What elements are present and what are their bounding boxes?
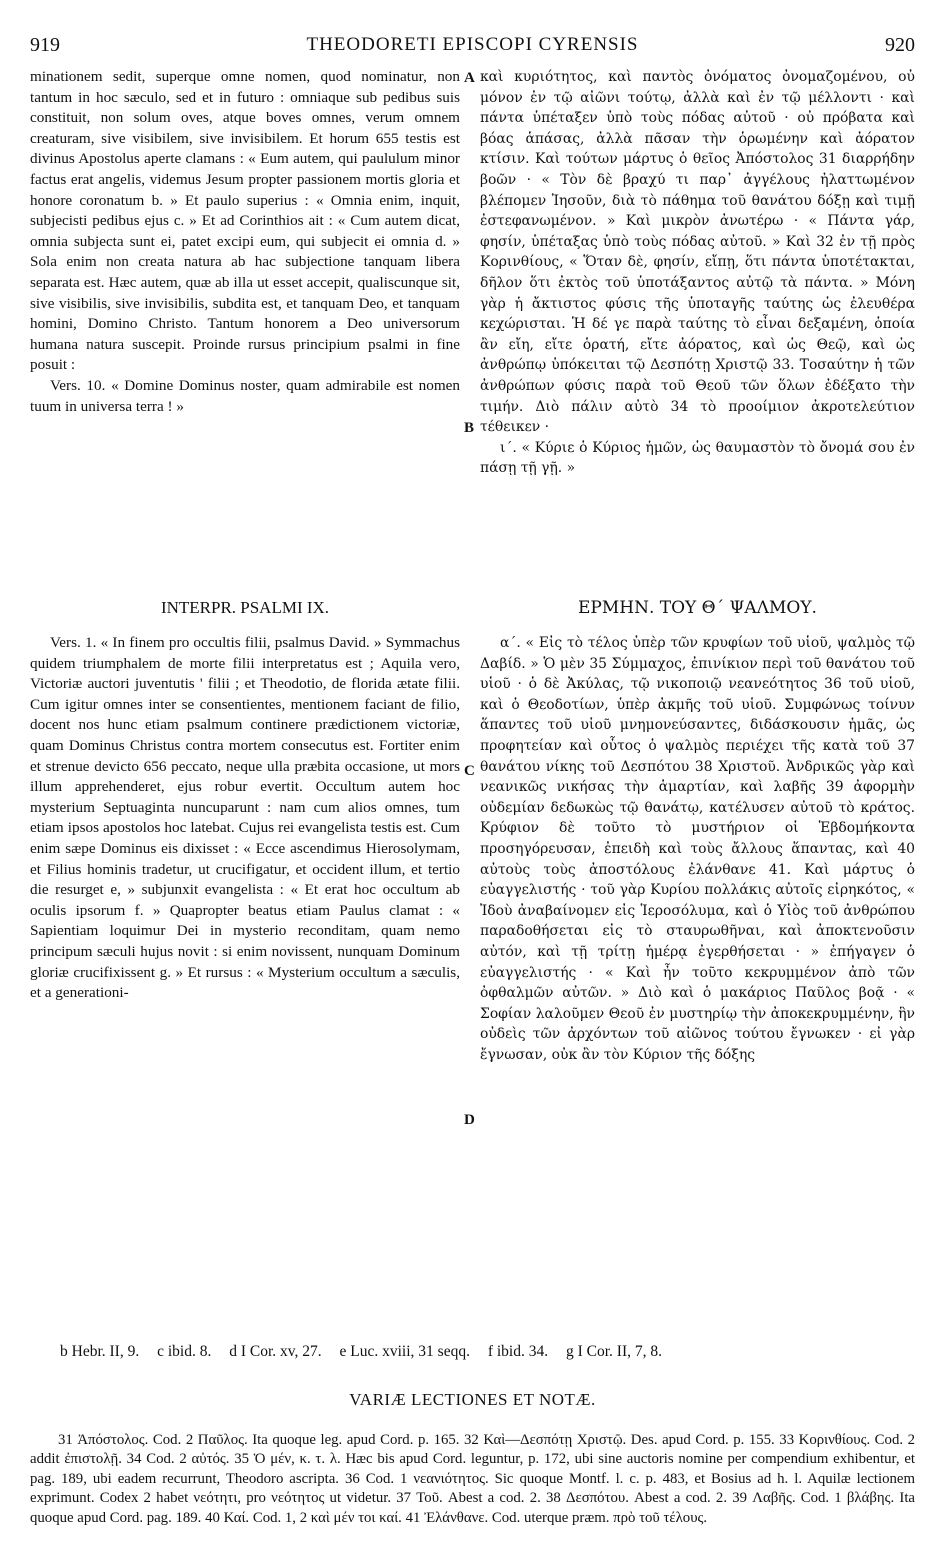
greek-column-bottom xyxy=(480,633,915,1065)
running-title: THEODORETI EPISCOPI CYRENSIS xyxy=(306,34,639,55)
greek-paragraph: καὶ κυριότητος, καὶ παντὸς ὀνόματος ὀνομαζομένου, οὐ μόνον ἐν τῷ αἰῶνι τούτῳ, ἀλλὰ καὶ ἐν τῷ μέλλοντι · καὶ πάντα ὑπέταξεν ὑπὸ τοὺς πόδας αὐτοῦ · οὐ πρόβατα καὶ βόας ἁπάσας, ἀλλὰ πᾶσαν τὴν ὁρωμένην καὶ ἀόρατον κτίσιν. Καὶ τούτων μάρτυς ὁ θεῖος Ἀπόστολος 31 διαρρήδην βοῶν · « Τὸν δὲ βραχύ τι παρ᾽ ἀγγέλους ἠλαττωμένον βλέπομεν Ἰησοῦν, διὰ τὸ πάθημα τοῦ θανάτου δόξῃ καὶ τιμῇ ἐστεφανωμένον. » Καὶ μικρὸν ἀνωτέρω · « Πάντα γάρ, φησίν, ὑπέταξας ὑπὸ τοὺς πόδας αὐτοῦ. » Καὶ 32 ἐν τῇ πρὸς Κορινθίους, « Ὅταν δὲ, φησίν, εἴπῃ, ὅτι πάντα ὑποτέτακται, δῆλον ὅτι ἐκτὸς τοῦ ὑποτάξαντος αὐτῷ τὰ πάντα. » Μόνη γὰρ ἡ ἄκτιστος φύσις τῆς ὑποταγῆς ταύτης ὡς ἐλευθέρα κεχώρισται. Ἡ δέ γε παρὰ ταύτης τὸ εἶναι δεξαμένη, ὁποία ἂν εἴη, εἴτε ὁρατή, εἴτε ἀόρατος, καὶ ὡς Θεῷ, καὶ ὡς ἀνθρώπῳ ὑπόκειται τῷ Δεσπότῃ Χριστῷ 33. Τοσαύτην ἡ τῶν ἀνθρώπων φύσις παρὰ τοῦ Θεοῦ τῶν ὅλων ἐδέξατο τὴν τιμήν. Διὸ πάλιν αὐτὸ 34 τὸ προοίμιον ἀκροτελεύτιον τέθεικεν · xyxy=(480,69,915,436)
margin-letter-c: C xyxy=(464,763,475,779)
variant-readings-notes xyxy=(30,1431,915,1528)
latin-section-heading: INTERPR. PSALMI IX. xyxy=(160,598,330,617)
greek-column-top xyxy=(480,67,915,479)
left-page-number: 919 xyxy=(30,34,60,56)
margin-letter-d: D xyxy=(464,1112,475,1128)
footnote-references xyxy=(60,1343,915,1361)
notes-text: 31 Ἀπόστολος. Cod. 2 Παῦλος. Ita quoque leg. apud Cord. p. 165. 32 Καὶ—Δεσπότῃ Χριστῷ. Des. apud Cord. p. 155. 33 Κορινθίους. Cod. 2 addit ἐπιστολῇ. 34 Cod. 2 αὐτός. 35 Ὁ μέν, κ. τ. λ. Hæc bis apud Cord. leguntur, p. 172, ubi sine auctoris nomine per compendium exhibentur, et pag. 189, ubi eadem recurrunt, Theodoro ascripta. 36 Cod. 1 νεανιότητος. Sic quoque Montf. l. c. p. 483, et Bosius ad h. l. Aquilæ lectionem exprimunt. Codex 2 habet νεότητι, pro νεότητος ut videtur. 37 Τοῦ. Abest a cod. 2. 38 Δεσπότου. Abest a cod. 2. 39 Λαβῆς. Cod. 1 βλάβης. Ita quoque apud Cord. pag. 189. 40 Καί. Cod. 1, 2 καὶ μέν τοι καί. 41 Ἐλάνθανε. Cod. uterque præm. πρὸ τοῦ τέλους. xyxy=(30,1432,915,1526)
footnote-ref: g I Cor. II, 7, 8. xyxy=(565,1343,662,1360)
footnote-ref: c ibid. 8. xyxy=(157,1343,212,1360)
greek-commentary: α΄. « Εἰς τὸ τέλος ὑπὲρ τῶν κρυφίων τοῦ υἱοῦ, ψαλμὸς τῷ Δαβίδ. » Ὁ μὲν 35 Σύμμαχος, ἐπινίκιον περὶ τοῦ θανάτου τοῦ υἱοῦ · ὁ δὲ Ἀκύλας, τῷ νικοποιῷ νεανεότητος 36 τοῦ υἱοῦ, καὶ ὁ Θεοδοτίων, ὑπὲρ ἀκμῆς τοῦ υἱοῦ. Συμφώνως τοίνυν ἅπαντες τοῦ υἱοῦ μνημονεύσαντες, διδάσκουσιν ἡμᾶς, ὡς προφητείαν καὶ οὗτος ὁ ψαλμὸς περιέχει τῆς κατὰ τοῦ 37 θανάτου νίκης τοῦ Δεσπότου 38 Χριστοῦ. Ἀνδρικῶς γὰρ καὶ νεανικῶς νικήσας τὴν ἁμαρτίαν, καὶ λαβῆς 39 ἀφορμὴν οὐδεμίαν δεδωκὼς τῷ θανάτῳ, κατέλυσεν αὐτοῦ τὸ κράτος. Κρύφιον δὲ τοῦτο τὸ μυστήριον οἱ Ἑβδομήκοντα προσηγόρευσαν, ἐπειδὴ καὶ τοὺς ἄλλους ἅπαντας, καὶ 40 αὐτοὺς τοὺς ἀποστόλους ἐλάνθανε 41. Καὶ μάρτυς ὁ εὐαγγελιστής · τοῦ γὰρ Κυρίου πολλάκις αὐτοῖς εἰρηκότος, « Ἰδοὺ ἀναβαίνομεν εἰς Ἱεροσόλυμα, καὶ ὁ Υἱὸς τοῦ ἀνθρώπου παραδοθήσεται εἰς τὸ σταυρωθῆναι, καὶ ἀποκτενοῦσιν αὐτόν, καὶ τῇ τρίτῃ ἡμέρᾳ ἐγερθήσεται · » ἐπήγαγεν ὁ εὐαγγελιστής · « Καὶ ἦν τοῦτο κεκρυμμένον ἀπὸ τῶν ὀφθαλμῶν αὐτῶν. » Διὸ καὶ ὁ μακάριος Παῦλος βοᾷ · « Σοφίαν λαλοῦμεν Θεοῦ ἐν μυστηρίῳ τὴν ἀποκεκρυμμένην, ἣν οὐδεὶς τῶν ἀρχόντων τοῦ αἰῶνος τούτου ἔγνωκεν · εἰ γὰρ ἔγνωσαν, οὐκ ἂν τὸν Κύριον τῆς δόξης xyxy=(480,635,915,1063)
latin-verse-10: Vers. 10. « Domine Dominus noster, quam admirabile est nomen tuum in universa terra ! » xyxy=(30,376,460,415)
greek-section-heading: ΕΡΜΗΝ. ΤΟΥ Θ΄ ΨΑΛΜΟΥ. xyxy=(578,598,817,618)
greek-verse-10: ι΄. « Κύριε ὁ Κύριος ἡμῶν, ὡς θαυμαστὸν τὸ ὄνομά σου ἐν πάσῃ τῇ γῇ. » xyxy=(480,439,915,477)
latin-paragraph: minationem sedit, superque omne nomen, quod nominatur, non tantum in hoc sæculo, sed et in futuro : omniaque sub pedibus suis constituit, non solum oves, atque boves omnes, verum omnem creaturam, sive visibilem, sive invisibilem. Et horum 655 testis est divinus Apostolus aperte clamans : « Eum autem, qui paululum minor factus erat angelis, videmus Jesum propter passionem mortis gloria et honore coronatum b. » Et paulo superius : « Omnia enim, inquit, subjecisti pedibus ejus c. » Et ad Corinthios ait : « Cum autem dicat, omnia subjecta sunt ei, patet excipi eum, qui subjecit ei omnia d. » Sola enim non creata natura ab hac subjectione tanquam libera separata est. Hæc autem, quæ ab illa ut esset accepit, qualiscunque sit, sive visibilis, sive invisibilis, subdita est, et tanquam Deo, et tanquam homini, Domino Christo. Tantum honorem a Deo universorum humana natura suscepit. Proinde rursus principium psalmi in fine posuit : xyxy=(30,68,460,374)
footnote-ref: b Hebr. II, 9. xyxy=(60,1343,140,1360)
notes-title: VARIÆ LECTIONES ET NOTÆ. xyxy=(349,1390,596,1409)
page-header xyxy=(30,34,915,64)
right-page-number: 920 xyxy=(885,34,915,56)
margin-letter-b: B xyxy=(464,420,475,436)
latin-column-bottom xyxy=(30,633,460,1004)
footnote-ref: d I Cor. xv, 27. xyxy=(229,1343,322,1360)
margin-letter-a: A xyxy=(464,70,475,86)
footnote-ref: f ibid. 34. xyxy=(487,1343,549,1360)
latin-column-top xyxy=(30,67,460,417)
latin-commentary: Vers. 1. « In finem pro occultis filii, psalmus David. » Symmachus quidem triumphalem de morte filii interpretatus est ; Aquila vero, Victoriæ auctori juventutis ' filii ; et Theodotio, de florida ætate filii. Cum igitur omnes inter se consentientes, mentionem faciant de filio, docent nos hunc etiam psalmum continere prædictionem victoriæ, quam Dominus Christus contra mortem consecutus est. Fortiter enim et strenue devicto 656 peccato, neque ulla præbita occasione, ut mors illum apprehenderet, ejus robur evertit. Occultum autem hoc mysterium Septuaginta nuncuparunt : nam cum alios omnes, tum etiam ipsos apostolos hoc latebat. Cujus rei evangelista testis est. Cum enim sæpe Dominus eis dixisset : « Ecce ascendimus Hierosolymam, et Filius hominis tradetur, ut crucifigatur, et occident illum, et tertio die resurget e, » subjunxit evangelista : « Et erat hoc occultum ab oculis ipsorum f. » Quapropter beatus etiam Paulus clamat : « Sapientiam loquimur Dei in mysterio reconditam, quam nemo principum sæculi hujus novit : si enim novissent, nunquam Dominum gloriæ crucifixissent g. » Et rursus : « Mysterium occultum a sæculis, et a generationi- xyxy=(30,634,460,1002)
footnote-ref: e Luc. xviii, 31 seqq. xyxy=(339,1343,470,1360)
